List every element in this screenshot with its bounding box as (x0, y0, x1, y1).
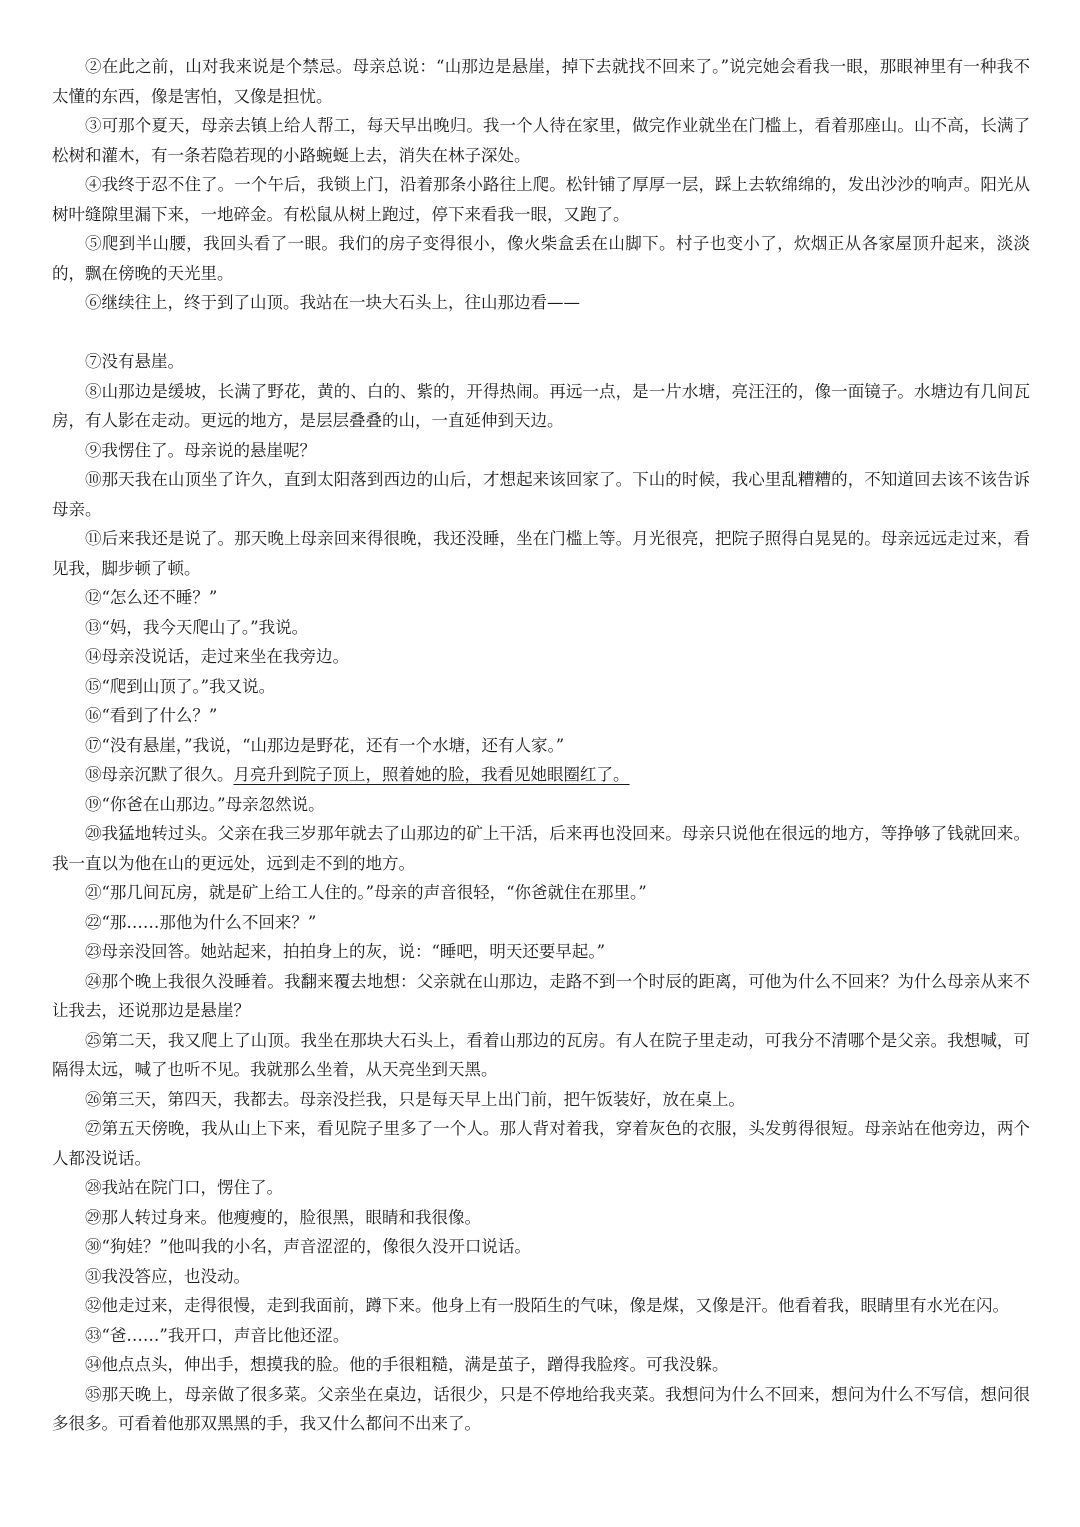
paragraph-31: ㉛我没答应，也没动。 (85, 1266, 250, 1286)
paragraph-15: ⑮“爬到山顶了。”我又说。 (85, 676, 276, 696)
paragraph-10: ⑩那天我在山顶坐了许久，直到太阳落到西边的山后，才想起来该回家了。下山的时候，我心里乱糟糟的，不知道回去该不该告诉母亲。 (52, 470, 1030, 519)
paragraph-25: ㉕第二天，我又爬上了山顶。我坐在那块大石头上，看着山那边的瓦房。有人在院子里走动，可我分不清哪个是父亲。我想喊，可隔得太远，喊了也听不见。我就那么坐着，从天亮坐到天黑。 (52, 1030, 1030, 1079)
paragraph-5: ⑤爬到半山腰，我回头看了一眼。我们的房子变得很小，像火柴盒丢在山脚下。村子也变小了，炊烟正从各家屋顶升起来，淡淡的，飘在傍晚的天光里。 (52, 234, 1030, 283)
paragraph-18-lead: ⑱母亲沉默了很久。 (85, 765, 234, 784)
paragraph-9: ⑨我愣住了。母亲说的悬崖呢？ (85, 440, 316, 460)
paragraph-23: ㉓母亲没回答。她站起来，拍拍身上的灰，说：“睡吧，明天还要早起。” (85, 942, 606, 961)
paragraph-6: ⑥继续往上，终于到了山顶。我站在一块大石头上，往山那边看—— (85, 293, 580, 312)
paragraph-19: ⑲“你爸在山那边。”母亲忽然说。 (85, 794, 325, 814)
paragraph-27: ㉗第五天傍晚，我从山上下来，看见院子里多了一个人。那人背对着我，穿着灰色的衣服，头发剪得很短。母亲站在他旁边，两个人都没说话。 (52, 1119, 1030, 1168)
paragraph-28: ㉘我站在院门口，愣住了。 (85, 1178, 283, 1197)
paragraph-11: ⑪后来我还是说了。那天晚上母亲回来得很晚，我还没睡，坐在门槛上等。月光很亮，把院子照得白晃晃的。母亲远远走过来，看见我，脚步顿了顿。 (52, 529, 1030, 578)
paragraph-26: ㉖第三天，第四天，我都去。母亲没拦我，只是每天早上出门前，把午饭装好，放在桌上。 (85, 1089, 745, 1109)
paragraph-35: ㉟那天晚上，母亲做了很多菜。父亲坐在桌边，话很少，只是不停地给我夹菜。我想问为什么不回来，想问为什么不写信，想问很多很多。可看着他那双黑黑的手，我又什么都问不出来了。 (52, 1384, 1030, 1433)
underlined-sentence: 月亮升到院子顶上，照着她的脸，我看见她眼圈红了。 (233, 765, 630, 784)
paragraph-4: ④我终于忍不住了。一个午后，我锁上门，沿着那条小路往上爬。松针铺了厚厚一层，踩上去软绵绵的，发出沙沙的响声。阳光从树叶缝隙里漏下来，一地碎金。有松鼠从树上跑过，停下来看我一眼，又跑了。 (52, 175, 1030, 224)
paragraph-2: ②在此之前，山对我来说是个禁忌。母亲总说：“山那边是悬崖，掉下去就找不回来了。”说完她会看我一眼，那眼神里有一种我不太懂的东西，像是害怕，又像是担忧。 (52, 57, 1030, 106)
paragraph-30: ㉚“狗娃？”他叫我的小名，声音涩涩的，像很久没开口说话。 (85, 1237, 531, 1256)
paragraph-24: ㉔那个晚上我很久没睡着。我翻来覆去地想：父亲就在山那边，走路不到一个时辰的距离，可他为什么不回来？为什么母亲从来不让我去，还说那边是悬崖？ (52, 971, 1030, 1020)
paragraph-14: ⑭母亲没说话，走过来坐在我旁边。 (85, 647, 349, 666)
paragraph-33: ㉝“爸……”我开口，声音比他还涩。 (85, 1325, 350, 1345)
paragraph-20: ⑳我猛地转过头。父亲在我三岁那年就去了山那边的矿上干活，后来再也没回来。母亲只说他在很远的地方，等挣够了钱就回来。我一直以为他在山的更远处，远到走不到的地方。 (52, 824, 1030, 873)
paragraph-18 (52, 760, 1030, 790)
paragraph-8: ⑧山那边是缓坡，长满了野花，黄的、白的、紫的，开得热闹。再远一点，是一片水塘，亮汪汪的，像一面镜子。水塘边有几间瓦房，有人影在走动。更远的地方，是层层叠叠的山，一直延伸到天边。 (52, 381, 1030, 430)
paragraph-13: ⑬“妈，我今天爬山了。”我说。 (85, 617, 309, 637)
paragraph-21: ㉑“那几间瓦房，就是矿上给工人住的。”母亲的声音很轻，“你爸就住在那里。” (85, 883, 647, 902)
blank-line (52, 318, 1030, 348)
paragraph-22: ㉒“那……那他为什么不回来？” (85, 912, 317, 932)
paragraph-17: ⑰“没有悬崖，”我说，“山那边是野花，还有一个水塘，还有人家。” (85, 735, 565, 755)
paragraph-3: ③可那个夏天，母亲去镇上给人帮工，每天早出晚归。我一个人待在家里，做完作业就坐在门槛上，看着那座山。山不高，长满了松树和灌木，有一条若隐若现的小路蜿蜒上去，消失在林子深处。 (52, 116, 1030, 165)
paragraph-12: ⑫“怎么还不睡？” (85, 588, 218, 607)
document-page (52, 52, 1030, 1439)
paragraph-16: ⑯“看到了什么？” (85, 706, 218, 725)
paragraph-7: ⑦没有悬崖。 (85, 352, 184, 371)
paragraph-32: ㉜他走过来，走得很慢，走到我面前，蹲下来。他身上有一股陌生的气味，像是煤，又像是汗。他看着我，眼睛里有水光在闪。 (85, 1296, 1009, 1315)
paragraph-34: ㉞他点点头，伸出手，想摸我的脸。他的手很粗糙，满是茧子，蹭得我脸疼。可我没躲。 (85, 1355, 729, 1374)
paragraph-29: ㉙那人转过身来。他瘦瘦的，脸很黑，眼睛和我很像。 (85, 1207, 481, 1227)
